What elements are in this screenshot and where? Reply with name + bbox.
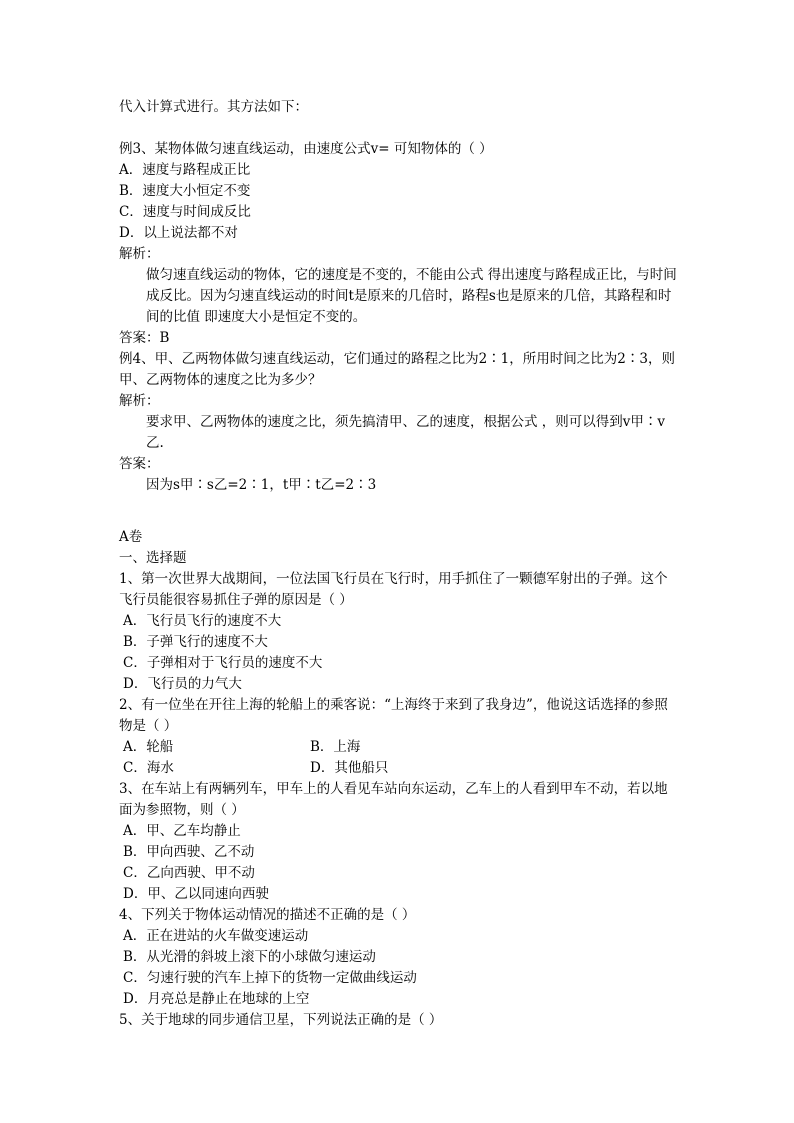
question-3-option-c: C．乙向西驶、甲不动 [123, 865, 255, 881]
example-4-question: 例4、甲、乙两物体做匀速直线运动，它们通过的路程之比为2∶1，所用时间之比为2∶3，则甲、乙两物体的速度之比为多少？ [119, 351, 675, 388]
example-4-answer-label: 答案： [119, 456, 160, 472]
example-4-analysis-label: 解析： [119, 393, 160, 409]
example-3-option-a: A．速度与路程成正比 [119, 162, 251, 178]
example-3-analysis [119, 265, 679, 328]
example-3-question: 例3、某物体做匀速直线运动，由速度公式v= 可知物体的（ ） [119, 141, 493, 157]
example-3-answer: 答案：B [119, 330, 170, 346]
intro-text: 代入计算式进行。其方法如下： [119, 99, 308, 115]
question-3-option-b: B．甲向西驶、乙不动 [123, 844, 255, 860]
question-3-stem: 3、在车站上有两辆列车，甲车上的人看见车站向东运动，乙车上的人看到甲车不动，若以地面为参照物，则（ ） [119, 781, 668, 818]
question-1-stem: 1、第一次世界大战期间，一位法国飞行员在飞行时，用手抓住了一颗德军射出的子弹。这个飞行员能很容易抓住子弹的原因是（ ） [119, 571, 668, 608]
question-2-stem: 2、有一位坐在开往上海的轮船上的乘客说：“上海终于来到了我身边”，他说这话选择的参照物是（ ） [119, 697, 668, 734]
question-1-option-d: D．飞行员的力气大 [123, 676, 242, 692]
example-3-option-d: D．以上说法都不对 [119, 225, 238, 241]
example-4-answer: 因为s甲∶s乙=2∶1，t甲∶t乙=2∶3 [146, 477, 377, 493]
question-4-stem: 4、下列关于物体运动情况的描述不正确的是（ ） [119, 907, 416, 923]
question-2-option-b: B．上海 [310, 739, 361, 755]
example-3-option-b: B．速度大小恒定不变 [119, 183, 251, 199]
question-3-option-d: D．甲、乙以同速向西驶 [123, 886, 269, 902]
document-body [119, 97, 679, 1031]
question-2-options-row-1 [119, 737, 679, 758]
volume-heading: A卷 [119, 529, 143, 545]
example-3-option-c: C．速度与时间成反比 [119, 204, 251, 220]
question-4-option-a: A．正在进站的火车做变速运动 [123, 928, 309, 944]
question-2-option-d: D．其他船只 [310, 760, 389, 776]
question-2-options-row-2 [119, 758, 679, 779]
question-5-stem: 5、关于地球的同步通信卫星，下列说法正确的是（ ） [119, 1012, 443, 1028]
question-1-option-b: B．子弹飞行的速度不大 [123, 634, 268, 650]
question-1-option-a: A．飞行员飞行的速度不大 [123, 613, 282, 629]
question-4-option-b: B．从光滑的斜坡上滚下的小球做匀速运动 [123, 949, 376, 965]
example-4-analysis: 要求甲、乙两物体的速度之比，须先搞清甲、乙的速度，根据公式 ，则可以得到v甲∶v乙. [146, 414, 666, 451]
example-3-analysis-label: 解析： [119, 246, 160, 262]
question-4-option-d: D．月亮总是静止在地球的上空 [123, 991, 310, 1007]
question-2-option-c: C．海水 [123, 760, 174, 776]
question-2-option-a: A．轮船 [123, 739, 174, 755]
question-3-option-a: A．甲、乙车均静止 [123, 823, 241, 839]
example-3-analysis-text: 做匀速直线运动的物体，它的速度是不变的，不能由公式 得出速度与路程成正比，与时间成反比。因为匀速直线运动的时间t是原来的几倍时，路程s也是原来的几倍，其路程和时间的比值 即速度大小是恒定不变的。 [146, 267, 677, 325]
question-4-option-c: C．匀速行驶的汽车上掉下的货物一定做曲线运动 [123, 970, 417, 986]
section-heading: 一、选择题 [119, 550, 187, 566]
question-1-option-c: C．子弹相对于飞行员的速度不大 [123, 655, 323, 671]
